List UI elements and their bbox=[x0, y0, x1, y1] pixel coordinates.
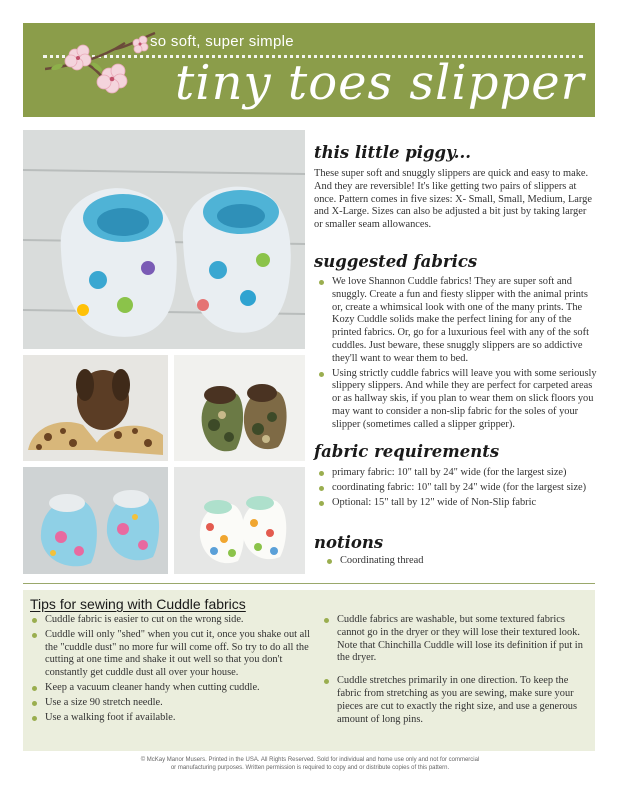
footer-line-2: or manufacturing purposes. Written permission is required to copy and or distribute copies of this pattern. bbox=[170, 765, 450, 771]
list-item: Use a walking foot if available. bbox=[27, 712, 311, 725]
section-suggested-fabrics bbox=[314, 252, 597, 434]
section-divider bbox=[23, 583, 595, 584]
list-item: Cuddle fabric is easier to cut on the wrong side. bbox=[27, 614, 311, 627]
heading-fabric-requirements: fabric requirements bbox=[314, 442, 500, 461]
photo-pink-floral-slippers bbox=[23, 467, 168, 574]
tagline: so soft, super simple bbox=[150, 33, 294, 50]
photo-polka-dot-slippers bbox=[174, 467, 305, 574]
list-item: Keep a vacuum cleaner handy when cutting cuddle. bbox=[27, 682, 311, 695]
photo-blue-butterfly-slippers bbox=[23, 130, 305, 349]
piggy-description: These super soft and snuggly slippers are quick and easy to make. And they are reversible! It's like getting two pairs of slippers at once. Pattern comes in five sizes: X- Small, Small, Medium, Large and X-Large. Sizes can also be adjusted a bit just by taking larger or smaller seam allowances. bbox=[314, 168, 592, 231]
list-item: primary fabric: 10" tall by 24" wide (for the largest size) bbox=[314, 467, 597, 480]
page-title: tiny toes slipper bbox=[175, 55, 585, 111]
section-fabric-requirements bbox=[314, 442, 597, 511]
photo-camo-slippers bbox=[174, 355, 305, 461]
heading-notions: notions bbox=[314, 533, 384, 552]
tips-title: Tips for sewing with Cuddle fabrics bbox=[30, 596, 246, 612]
copyright-footer bbox=[60, 756, 560, 772]
section-piggy bbox=[314, 143, 597, 232]
header-banner bbox=[23, 23, 595, 117]
photo-giraffe-slippers-with-dog-toy bbox=[23, 355, 168, 461]
list-item: Using strictly cuddle fabrics will leave you with some seriously slippery slippers. And while they are perfect for carpeted areas or as hallway skis, if you plan to wear them on slick floors you may want to consider a non-slip fabric for the soles of your slipper (sometimes called a slipper gripper). bbox=[314, 368, 597, 432]
list-item: coordinating fabric: 10" tall by 24" wide (for the largest size) bbox=[314, 482, 597, 495]
list-item: Use a size 90 stretch needle. bbox=[27, 697, 311, 710]
tips-box bbox=[23, 590, 595, 751]
tips-list-left bbox=[27, 614, 311, 726]
heading-this-little-piggy: this little piggy... bbox=[314, 143, 472, 162]
list-item: Coordinating thread bbox=[322, 555, 597, 568]
cherry-blossom-icon bbox=[45, 29, 165, 105]
list-item: Optional: 15" tall by 12" wide of Non-Slip fabric bbox=[314, 497, 597, 510]
list-item: Cuddle will only "shed" when you cut it, once you shake out all the "cuddle dust" no more fur will come off. So try to do all the cutting at one time and shake it out well so that you don't constantly get cuddle dust all over your house. bbox=[27, 629, 311, 680]
heading-suggested-fabrics: suggested fabrics bbox=[314, 252, 478, 271]
tips-list-right bbox=[319, 614, 587, 728]
footer-line-1: © McKay Manor Musers. Printed in the USA. All Rights Reserved. Sold for individual and home use only and not for commercial bbox=[140, 757, 480, 763]
list-item: Cuddle fabrics are washable, but some textured fabrics cannot go in the dryer or they will lose their textured look. Note that Chinchilla Cuddle will lose its definition if put in the dryer. bbox=[319, 614, 587, 665]
list-item: We love Shannon Cuddle fabrics! They are super soft and snuggly. Create a fun and fiesty slipper with the animal prints or, create a whimsical look with one of the many prints. The Kozy Cuddle solids make the perfect lining for any of the printed fabrics. Or, go for a luxurious feel with any of the soft cuddles. Just beware, these snuggly slippers are so addictive they'll want to wear them to bed. bbox=[314, 276, 597, 366]
section-notions bbox=[314, 533, 597, 570]
list-item: Cuddle stretches primarily in one direction. To keep the fabric from stretching as you are sewing, make sure your pieces are cut to exactly the right size, and use a generous amount of long pins. bbox=[319, 675, 587, 726]
